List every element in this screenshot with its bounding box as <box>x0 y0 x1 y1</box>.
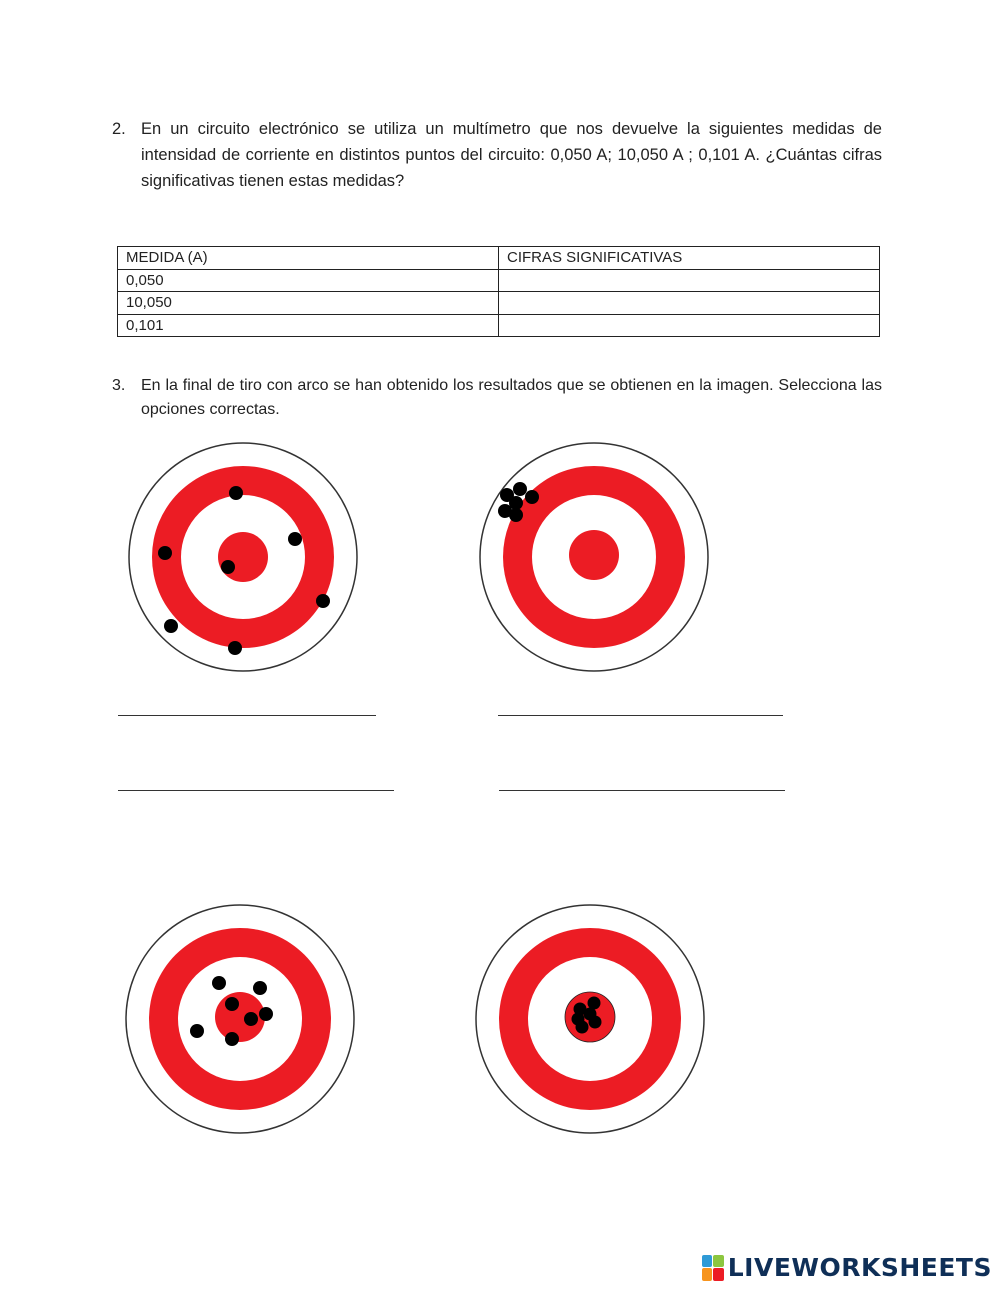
target-1-image <box>127 441 359 673</box>
target-bullseye <box>218 532 268 582</box>
question-3 <box>112 374 882 422</box>
table-header-medida: MEDIDA (A) <box>118 247 499 270</box>
answer-line-1[interactable] <box>118 715 376 716</box>
question-2-number: 2. <box>112 120 126 138</box>
target-2-image <box>478 441 710 673</box>
answer-line-2[interactable] <box>498 715 783 716</box>
table-cell-medida: 0,101 <box>118 314 499 337</box>
target-3-image <box>124 903 356 1135</box>
logo-mark-icon <box>702 1255 724 1281</box>
table-row <box>118 292 880 315</box>
question-3-number: 3. <box>112 377 126 394</box>
table-cell-cifras-input[interactable] <box>499 292 880 315</box>
question-2 <box>112 116 882 194</box>
table-cell-medida: 10,050 <box>118 292 499 315</box>
answer-line-3[interactable] <box>118 790 394 791</box>
table-row <box>118 269 880 292</box>
table-header-row <box>118 247 880 270</box>
logo-text: LIVEWORKSHEETS <box>727 1253 992 1282</box>
measures-table <box>117 246 880 337</box>
table-cell-cifras-input[interactable] <box>499 314 880 337</box>
liveworksheets-logo <box>702 1253 992 1282</box>
table-cell-medida: 0,050 <box>118 269 499 292</box>
answer-line-4[interactable] <box>499 790 785 791</box>
question-3-text: En la final de tiro con arco se han obtenido los resultados que se obtienen en la imagen. Selecciona las opciones correctas. <box>141 377 882 418</box>
question-2-text: En un circuito electrónico se utiliza un multímetro que nos devuelve la siguientes medidas de intensidad de corriente en distintos puntos del circuito: 0,050 A; 10,050 A ; 0,101 A. ¿Cuántas cifras significativas tienen estas medidas? <box>141 120 882 190</box>
table-row <box>118 314 880 337</box>
target-bullseye <box>569 530 619 580</box>
target-4-image <box>474 903 706 1135</box>
table-header-cifras: CIFRAS SIGNIFICATIVAS <box>499 247 880 270</box>
table-cell-cifras-input[interactable] <box>499 269 880 292</box>
